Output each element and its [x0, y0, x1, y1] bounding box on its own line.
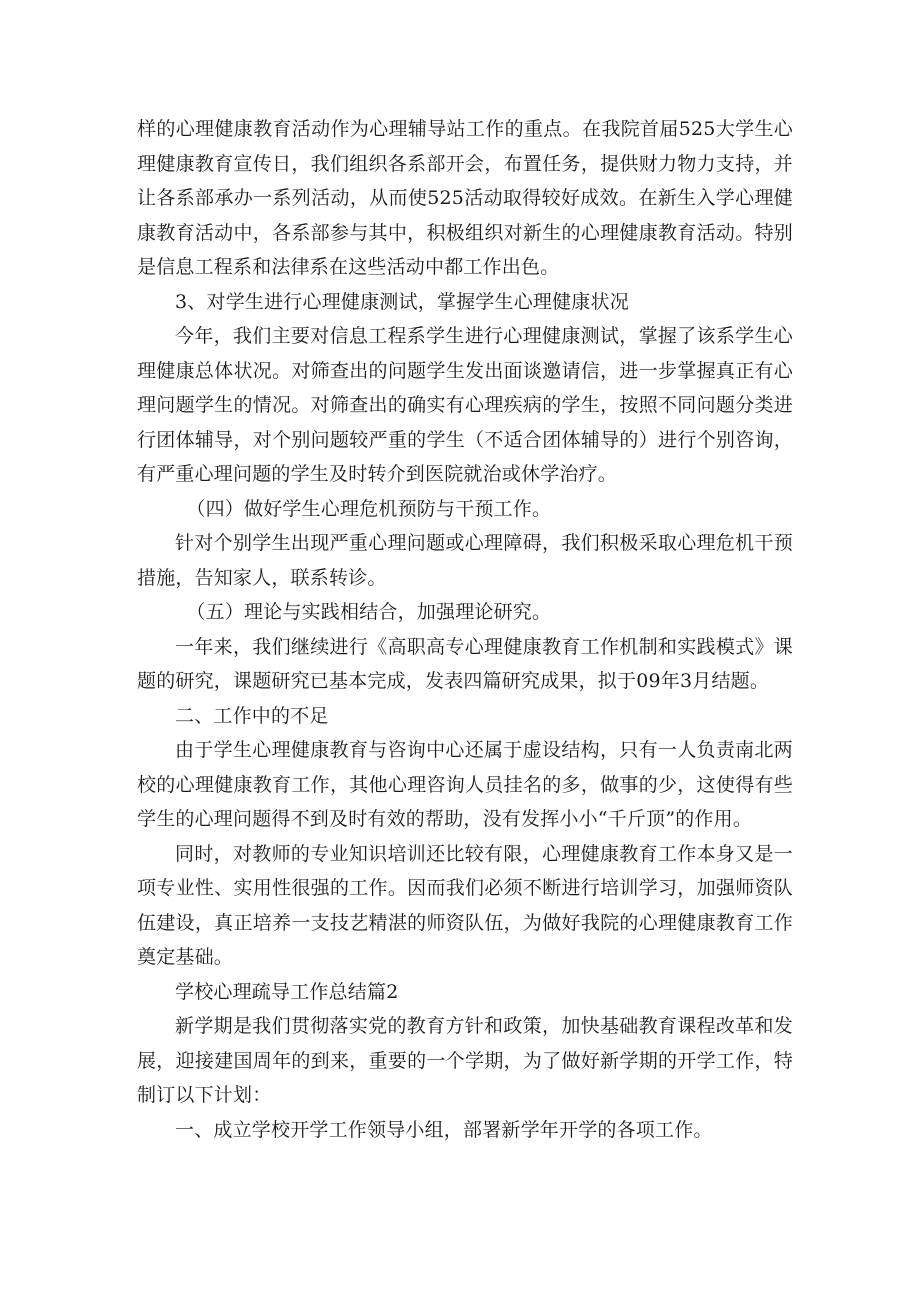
document-page — [137, 112, 793, 1147]
paragraph-crisis: 针对个别学生出现严重心理问题或心理障碍，我们积极采取心理危机干预措施，告知家人，联系转诊。 — [137, 532, 793, 589]
paragraph-shortcomings: 由于学生心理健康教育与咨询中心还属于虚设结构，只有一人负责南北两校的心理健康教育工作，其他心理咨询人员挂名的多，做事的少，这使得有些学生的心理问题得不到及时有效的帮助，没有发挥小小“千斤顶”的作用。 — [137, 739, 793, 830]
paragraph-theory: 一年来，我们继续进行《高职高专心理健康教育工作机制和实践模式》课题的研究，课题研究已基本完成，发表四篇研究成果，拟于09年3月结题。 — [137, 635, 793, 692]
paragraph-new-semester: 新学期是我们贯彻落实党的教育方针和政策，加快基础教育课程改革和发展，迎接建国周年的到来，重要的一个学期，为了做好新学期的开学工作，特制订以下计划： — [137, 1015, 793, 1106]
paragraph-continuation: 样的心理健康教育活动作为心理辅导站工作的重点。在我院首届525大学生心理健康教育宣传日，我们组织各系部开会，布置任务，提供财力物力支持，并让各系部承办一系列活动，从而使525活动取得较好成效。在新生入学心理健康教育活动中，各系部参与其中，积极组织对新生的心理健康教育活动。特别是信息工程系和法律系在这些活动中都工作出色。 — [137, 118, 793, 278]
section-heading-shortcomings: 二、工作中的不足 — [175, 704, 329, 727]
section-heading-psych-test: 3、对学生进行心理健康测试，掌握学生心理健康状况 — [175, 290, 629, 313]
section-heading-crisis: （四）做好学生心理危机预防与干预工作。 — [186, 497, 552, 520]
paragraph-training: 同时，对教师的专业知识培训还比较有限，心理健康教育工作本身又是一项专业性、实用性很强的工作。因而我们必须不断进行培训学习，加强师资队伍建设，真正培养一支技艺精湛的师资队伍，为做好我院的心理健康教育工作奠定基础。 — [137, 842, 793, 968]
article-title-part2: 学校心理疏导工作总结篇2 — [175, 980, 399, 1003]
paragraph-psych-test: 今年，我们主要对信息工程系学生进行心理健康测试，掌握了该系学生心理健康总体状况。对筛查出的问题学生发出面谈邀请信，进一步掌握真正有心理问题学生的情况。对筛查出的确实有心理疾病的学生，按照不同问题分类进行团体辅导，对个别问题较严重的学生（不适合团体辅导的）进行个别咨询，有严重心理问题的学生及时转介到医院就治或休学治疗。 — [137, 325, 793, 485]
section-heading-theory: （五）理论与实践相结合，加强理论研究。 — [186, 601, 552, 623]
section-heading-leadership-group: 一、成立学校开学工作领导小组，部署新学年开学的各项工作。 — [175, 1118, 713, 1141]
